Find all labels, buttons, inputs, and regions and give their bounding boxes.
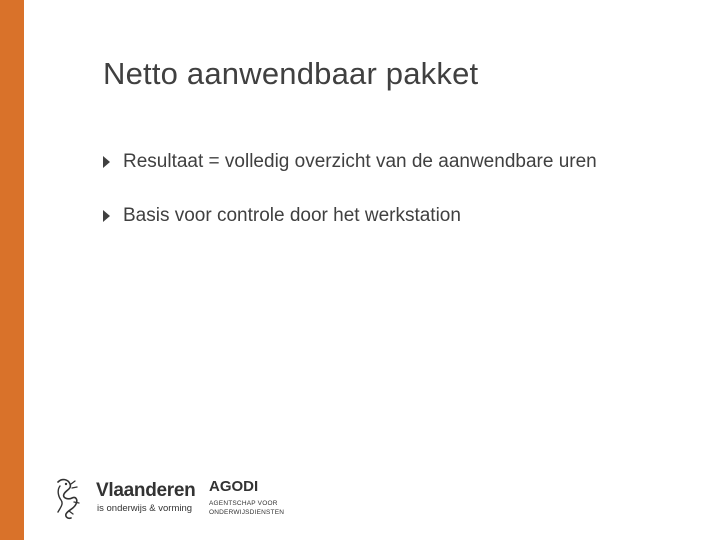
slide-title: Netto aanwendbaar pakket <box>103 56 479 91</box>
bullet-item <box>103 148 597 176</box>
bullet-list <box>103 148 597 256</box>
vlaanderen-logo-tagline: is onderwijs & vorming <box>97 503 193 514</box>
bullet-text: Basis voor controle door het werkstation <box>123 205 461 226</box>
agodi-logo-subtitle <box>209 499 284 517</box>
agodi-subtitle-line: ONDERWIJSDIENSTEN <box>209 509 285 516</box>
agodi-subtitle-line: AGENTSCHAP VOOR <box>209 500 278 507</box>
accent-bar <box>0 0 24 540</box>
agodi-logo-name: AGODI <box>209 478 259 495</box>
flemish-lion-icon <box>52 476 82 520</box>
footer-logos <box>52 468 312 528</box>
triangle-right-icon <box>103 210 110 222</box>
bullet-item <box>103 202 597 230</box>
vlaanderen-logo-name: Vlaanderen <box>96 480 196 501</box>
triangle-right-icon <box>103 156 110 168</box>
bullet-text: Resultaat = volledig overzicht van de aanwendbare uren <box>123 151 597 172</box>
